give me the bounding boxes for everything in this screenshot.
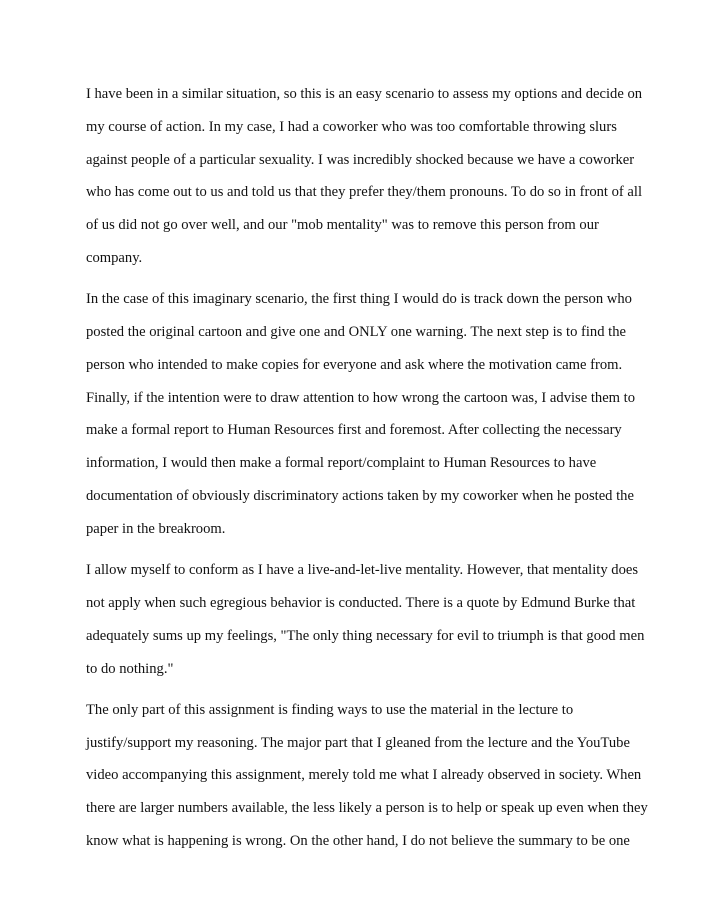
paragraph-line: Finally, if the intention were to draw attention to how wrong the cartoon was, I advise them to: [86, 389, 636, 406]
paragraph-line: paper in the breakroom.: [86, 520, 226, 537]
paragraph-line: I allow myself to conform as I have a live-and-let-live mentality. However, that mentality does: [86, 562, 639, 579]
paragraph-line: not apply when such egregious behavior is conducted. There is a quote by Edmund Burke that: [86, 594, 636, 611]
paragraph-line: posted the original cartoon and give one and ONLY one warning. The next step is to find the: [86, 324, 626, 341]
paragraph-line: documentation of obviously discriminatory actions taken by my coworker when he posted the: [86, 488, 634, 505]
paragraph-1: [86, 78, 646, 275]
paragraph-line: I have been in a similar situation, so this is an easy scenario to assess my options and decide on: [86, 86, 643, 102]
paragraph-line: video accompanying this assignment, merely told me what I already observed in society. When: [86, 767, 642, 784]
paragraph-line: who has come out to us and told us that they prefer they/them pronouns. To do so in front of all: [86, 184, 643, 201]
paragraph-line: The only part of this assignment is finding ways to use the material in the lecture to: [86, 701, 574, 718]
paragraph-line: there are larger numbers available, the less likely a person is to help or speak up even when they: [86, 800, 648, 817]
paragraph-2: [86, 283, 646, 545]
paragraph-line: of us did not go over well, and our "mob mentality" was to remove this person from our: [86, 217, 599, 234]
paragraph-line: my course of action. In my case, I had a coworker who was too comfortable throwing slurs: [86, 118, 617, 135]
paragraph-4: [86, 694, 646, 858]
paragraph-line: adequately sums up my feelings, "The only thing necessary for evil to triumph is that good men: [86, 627, 645, 644]
paragraph-line: against people of a particular sexuality. I was incredibly shocked because we have a coworker: [86, 151, 635, 168]
paragraph-line: information, I would then make a formal report/complaint to Human Resources to have: [86, 455, 597, 472]
paragraph-line: company.: [86, 249, 143, 266]
paragraph-line: make a formal report to Human Resources first and foremost. After collecting the necessary: [86, 422, 622, 439]
paragraph-line: know what is happening is wrong. On the other hand, I do not believe the summary to be one: [86, 833, 630, 850]
paragraph-line: person who intended to make copies for everyone and ask where the motivation came from.: [86, 356, 623, 373]
paragraph-line: In the case of this imaginary scenario, the first thing I would do is track down the person who: [86, 291, 632, 308]
paragraph-line: to do nothing.": [86, 660, 174, 677]
document-body: [86, 78, 646, 866]
paragraph-line: justify/support my reasoning. The major part that I gleaned from the lecture and the YouTube: [86, 734, 630, 751]
paragraph-3: [86, 554, 646, 685]
